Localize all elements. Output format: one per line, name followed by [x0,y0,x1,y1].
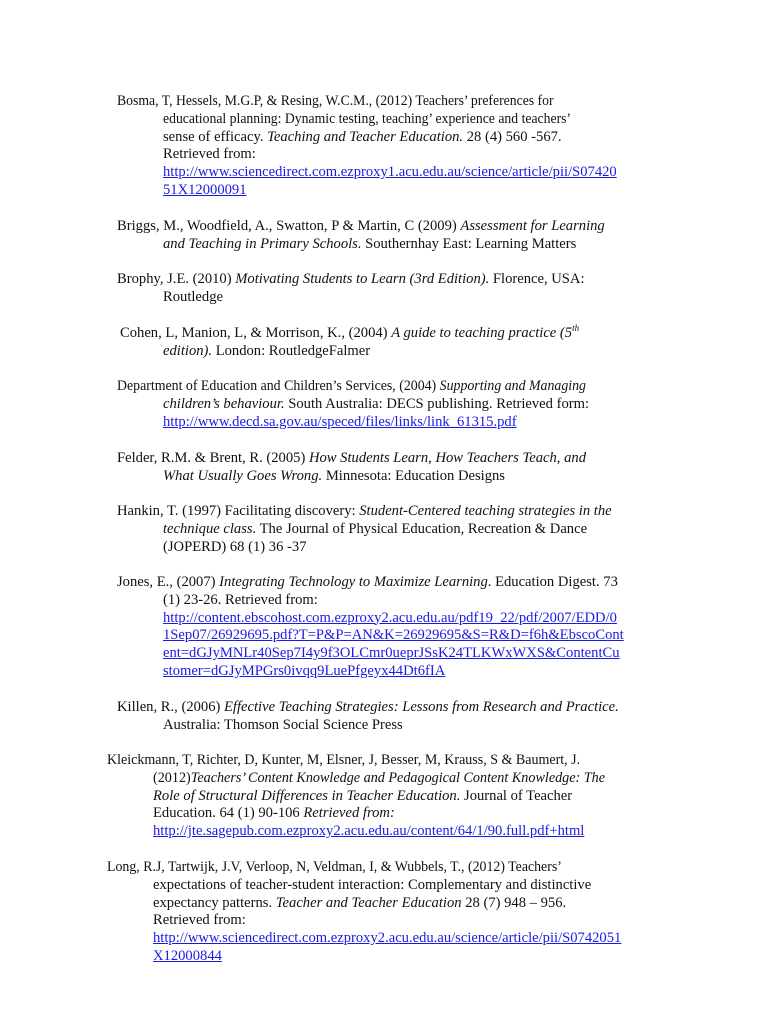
reference-killen [0,699,768,735]
ref-link[interactable]: http://content.ebscohost.com.ezproxy2.acu.edu.au/pdf19_22/pdf/2007/EDD/0 [163,609,617,626]
ref-link[interactable]: http://jte.sagepub.com.ezproxy2.acu.edu.au/content/64/1/90.full.pdf+html [153,823,585,840]
ref-link[interactable]: stomer=dGJyMPGrs0ivqq9LuePfgeyx44Dt6fIA [163,662,446,679]
ref-text: (1) 23-26. Retrieved from: [163,591,318,608]
ref-text: (2012) [153,769,191,786]
ref-title: edition). [163,342,213,359]
ref-text: Department of Education and Children’s Services, (2004) [117,378,440,394]
ref-title: Student-Centered teaching strategies in the [359,503,612,519]
ref-text: Florence, USA: [489,271,585,287]
ref-title: Role of Structural Differences in Teacher Education. [153,787,461,804]
ref-title: Integrating Technology to Maximize Learning [219,574,488,590]
reference-bosma [0,93,768,200]
ref-text: Education. 64 (1) 90-106 [153,805,304,822]
ref-link[interactable]: 1Sep07/26929695.pdf?T=P&P=AN&K=26929695&S=R&D=f6h&EbscoCont [163,627,624,644]
ref-text: Killen, R., (2006) [117,699,225,715]
ref-title: Teacher and Teacher Education [272,894,462,911]
ref-link[interactable]: ent=dGJyMNLr40Sep7I4y9f3OLCmr0ueprJSsK24TLKWxWXS&ContentCu [163,645,620,662]
reference-felder [0,450,768,486]
reference-kleickmann [0,752,768,841]
ref-text: Retrieved from: [153,912,246,929]
ref-line: Kleickmann, T, Richter, D, Kunter, M, Elsner, J, Besser, M, Krauss, S & Baumert, J. [107,752,581,768]
ref-title: Teaching and Teacher Education. [267,128,464,145]
ref-title: technique class. [163,520,257,537]
ref-text: South Australia: DECS publishing. Retrieved form: [284,395,590,412]
reference-briggs [0,218,768,254]
reference-jones [0,574,768,681]
ref-text: The Journal of Physical Education, Recreation & Dance [256,520,588,537]
ref-text: London: RoutledgeFalmer [212,342,371,359]
ref-text: Jones, E., (2007) [117,574,220,590]
ref-title: and Teaching in Primary Schools. [163,235,362,252]
reference-decs [0,378,768,431]
ref-title: How Students Learn, How Teachers Teach, and [308,450,586,466]
ref-title: Teachers’ Content Knowledge and Pedagogical Content Knowledge: The [190,769,606,786]
reference-cohen [0,325,768,361]
ref-link[interactable]: http://www.decd.sa.gov.au/speced/files/links/link_61315.pdf [163,413,517,430]
ref-title: What Usually Goes Wrong. [163,467,323,484]
reference-long [0,859,768,966]
ref-text: Hankin, T. (1997) Facilitating discovery: [117,503,360,519]
ref-text: expectations of teacher-student interaction: Complementary and distinctive [153,876,592,893]
ref-text: Minnesota: Education Designs [322,467,505,484]
ref-title: Supporting and Managing [439,378,586,394]
ref-line: Long, R.J, Tartwijk, J.V, Verloop, N, Veldman, I, & Wubbels, T., (2012) Teachers’ [107,859,562,875]
ref-link[interactable]: X12000844 [153,947,222,964]
ref-title: Effective Teaching Strategies: Lessons from Research and Practice. [224,699,619,715]
ref-title: Motivating Students to Learn (3rd Edition). [235,271,490,287]
ref-text: 28 (4) 560 -567. [463,128,562,145]
ref-link[interactable]: 51X12000091 [163,181,247,198]
ref-text: (JOPERD) 68 (1) 36 -37 [163,538,307,555]
ref-text: sense of efficacy. [163,128,268,145]
ref-text: Brophy, J.E. (2010) [117,271,236,287]
ref-text: Southernhay East: Learning Matters [361,235,577,252]
ref-text: Routledge [163,288,223,305]
ref-text: 28 (7) 948 – 956. [461,894,567,911]
reference-brophy [0,271,768,307]
ref-text: Cohen, L, Manion, L, & Morrison, K., (2004) [120,325,392,341]
ref-text: Journal of Teacher [460,787,573,804]
ref-title: A guide to teaching practice (5 [391,325,573,341]
ref-link[interactable]: http://www.sciencedirect.com.ezproxy2.acu.edu.au/science/article/pii/S0742051 [153,930,622,947]
ref-text: expectancy patterns. [153,894,273,911]
ref-text: Briggs, M., Woodfield, A., Swatton, P & Martin, C (2009) [117,218,461,234]
reference-hankin [0,503,768,556]
ref-title: Assessment for Learning [460,218,605,234]
ref-link[interactable]: http://www.sciencedirect.com.ezproxy1.acu.edu.au/science/article/pii/S07420 [163,164,617,181]
ref-text: . Education Digest. 73 [487,574,618,590]
ref-superscript: th [572,323,580,333]
ref-text: Felder, R.M. & Brent, R. (2005) [117,450,309,466]
ref-title: children’s behaviour. [163,395,285,412]
ref-text: Australia: Thomson Social Science Press [163,716,403,733]
ref-line: Bosma, T, Hessels, M.G.P, & Resing, W.C.M., (2012) Teachers’ preferences for [117,93,554,109]
ref-text: Retrieved from: [163,146,256,163]
ref-line: educational planning: Dynamic testing, teaching’ experience and teachers’ [163,110,572,127]
ref-title: Retrieved from: [303,805,395,822]
